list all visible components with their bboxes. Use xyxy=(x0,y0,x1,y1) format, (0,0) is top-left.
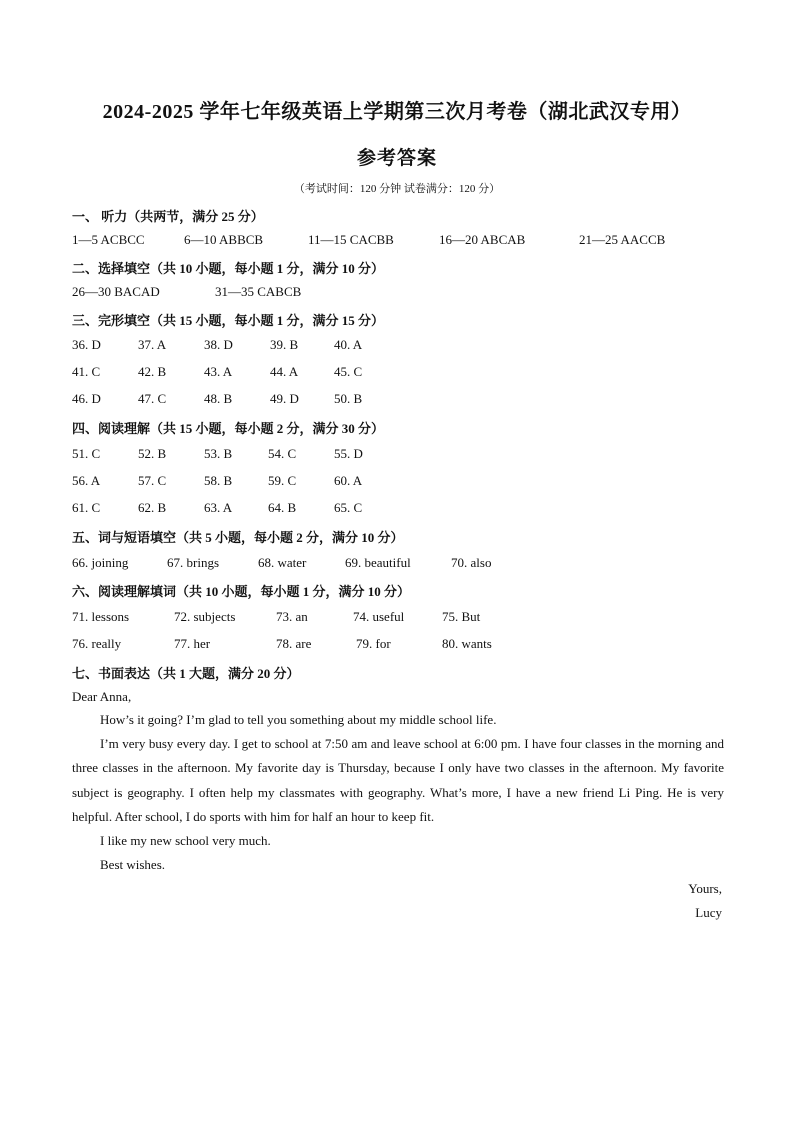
answer-item: 72. subjects xyxy=(174,609,236,624)
answer-group: 16—20 ABCAB xyxy=(439,232,526,247)
answer-item: 58. B xyxy=(204,473,233,488)
section-7-heading: 七、书面表达（共 1 大题，满分 20 分） xyxy=(72,666,300,681)
answer-group: 21—25 AACCB xyxy=(579,232,666,247)
answer-item: 70. also xyxy=(451,555,492,570)
answer-item: 76. really xyxy=(72,636,122,651)
letter-greeting: Dear Anna, xyxy=(72,689,132,704)
answer-item: 54. C xyxy=(268,446,297,461)
answer-item: 68. water xyxy=(258,555,307,570)
answer-item: 67. brings xyxy=(167,555,219,570)
answer-item: 77. her xyxy=(174,636,211,651)
answer-item: 49. D xyxy=(270,391,299,406)
answer-item: 36. D xyxy=(72,337,101,352)
exam-info-note: （考试时间：120 分钟 试卷满分：120 分） xyxy=(293,183,501,195)
letter-signature: Lucy xyxy=(695,905,722,920)
answer-group: 26—30 BACAD xyxy=(72,284,160,299)
answer-item: 75. But xyxy=(442,609,481,624)
answer-item: 78. are xyxy=(276,636,312,651)
answer-item: 53. B xyxy=(204,446,233,461)
answer-item: 45. C xyxy=(334,364,363,379)
section-2-heading: 二、选择填空（共 10 小题，每小题 1 分，满分 10 分） xyxy=(72,261,385,276)
answer-group: 6—10 ABBCB xyxy=(184,232,264,247)
answer-item: 73. an xyxy=(276,609,308,624)
answer-item: 57. C xyxy=(138,473,167,488)
letter-paragraph: Best wishes. xyxy=(100,857,165,872)
answer-item: 51. C xyxy=(72,446,101,461)
answer-item: 65. C xyxy=(334,500,363,515)
answer-item: 80. wants xyxy=(442,636,492,651)
section-3-heading: 三、完形填空（共 15 小题，每小题 1 分，满分 15 分） xyxy=(72,313,385,328)
answer-item: 71. lessons xyxy=(72,609,130,624)
page-title: 2024-2025 学年七年级英语上学期第三次月考卷（湖北武汉专用） xyxy=(102,101,692,123)
answer-item: 41. C xyxy=(72,364,101,379)
answer-group: 1—5 ACBCC xyxy=(72,232,145,247)
answer-item: 55. D xyxy=(334,446,363,461)
answer-item: 56. A xyxy=(72,473,101,488)
answer-item: 59. C xyxy=(268,473,297,488)
section-6-heading: 六、阅读理解填词（共 10 小题，每小题 1 分，满分 10 分） xyxy=(72,584,411,599)
answer-item: 37. A xyxy=(138,337,167,352)
answer-item: 52. B xyxy=(138,446,167,461)
answer-item: 47. C xyxy=(138,391,167,406)
letter-paragraph: I like my new school very much. xyxy=(100,833,271,848)
answer-group: 11—15 CACBB xyxy=(308,232,394,247)
answer-item: 62. B xyxy=(138,500,167,515)
page-subtitle: 参考答案 xyxy=(356,148,437,169)
answer-item: 38. D xyxy=(204,337,233,352)
answer-group: 31—35 CABCB xyxy=(215,284,302,299)
answer-item: 60. A xyxy=(334,473,363,488)
answer-item: 42. B xyxy=(138,364,167,379)
answer-item: 39. B xyxy=(270,337,299,352)
answer-item: 61. C xyxy=(72,500,101,515)
answer-item: 64. B xyxy=(268,500,297,515)
answer-item: 79. for xyxy=(356,636,391,651)
answer-item: 63. A xyxy=(204,500,233,515)
answer-item: 40. A xyxy=(334,337,363,352)
answer-item: 44. A xyxy=(270,364,299,379)
answer-item: 69. beautiful xyxy=(345,555,411,570)
answer-item: 46. D xyxy=(72,391,101,406)
section-1-heading: 一、 听力（共两节，满分 25 分） xyxy=(72,209,264,224)
answer-item: 48. B xyxy=(204,391,233,406)
letter-closing: Yours, xyxy=(688,881,722,896)
letter-paragraph: I’m very busy every day. I get to school at 7:50 am and leave school at 6:00 pm. I have four classes in the morning and three classes in the afternoon. My favorite day is Thursday, because I only have two classes in the afternoon. My favorite subject is geography. I often help my classmates with geography. What’s more, I have a new friend Li Ping. He is very helpful. After school, I do sports with him for half an hour to keep fit. xyxy=(72,736,724,824)
section-5-heading: 五、词与短语填空（共 5 小题，每小题 2 分，满分 10 分） xyxy=(72,530,404,545)
answer-item: 74. useful xyxy=(353,609,405,624)
section-4-heading: 四、阅读理解（共 15 小题，每小题 2 分，满分 30 分） xyxy=(72,421,385,436)
answer-item: 66. joining xyxy=(72,555,129,570)
answer-item: 50. B xyxy=(334,391,363,406)
letter-paragraph: How’s it going? I’m glad to tell you something about my middle school life. xyxy=(100,712,497,727)
answer-item: 43. A xyxy=(204,364,233,379)
